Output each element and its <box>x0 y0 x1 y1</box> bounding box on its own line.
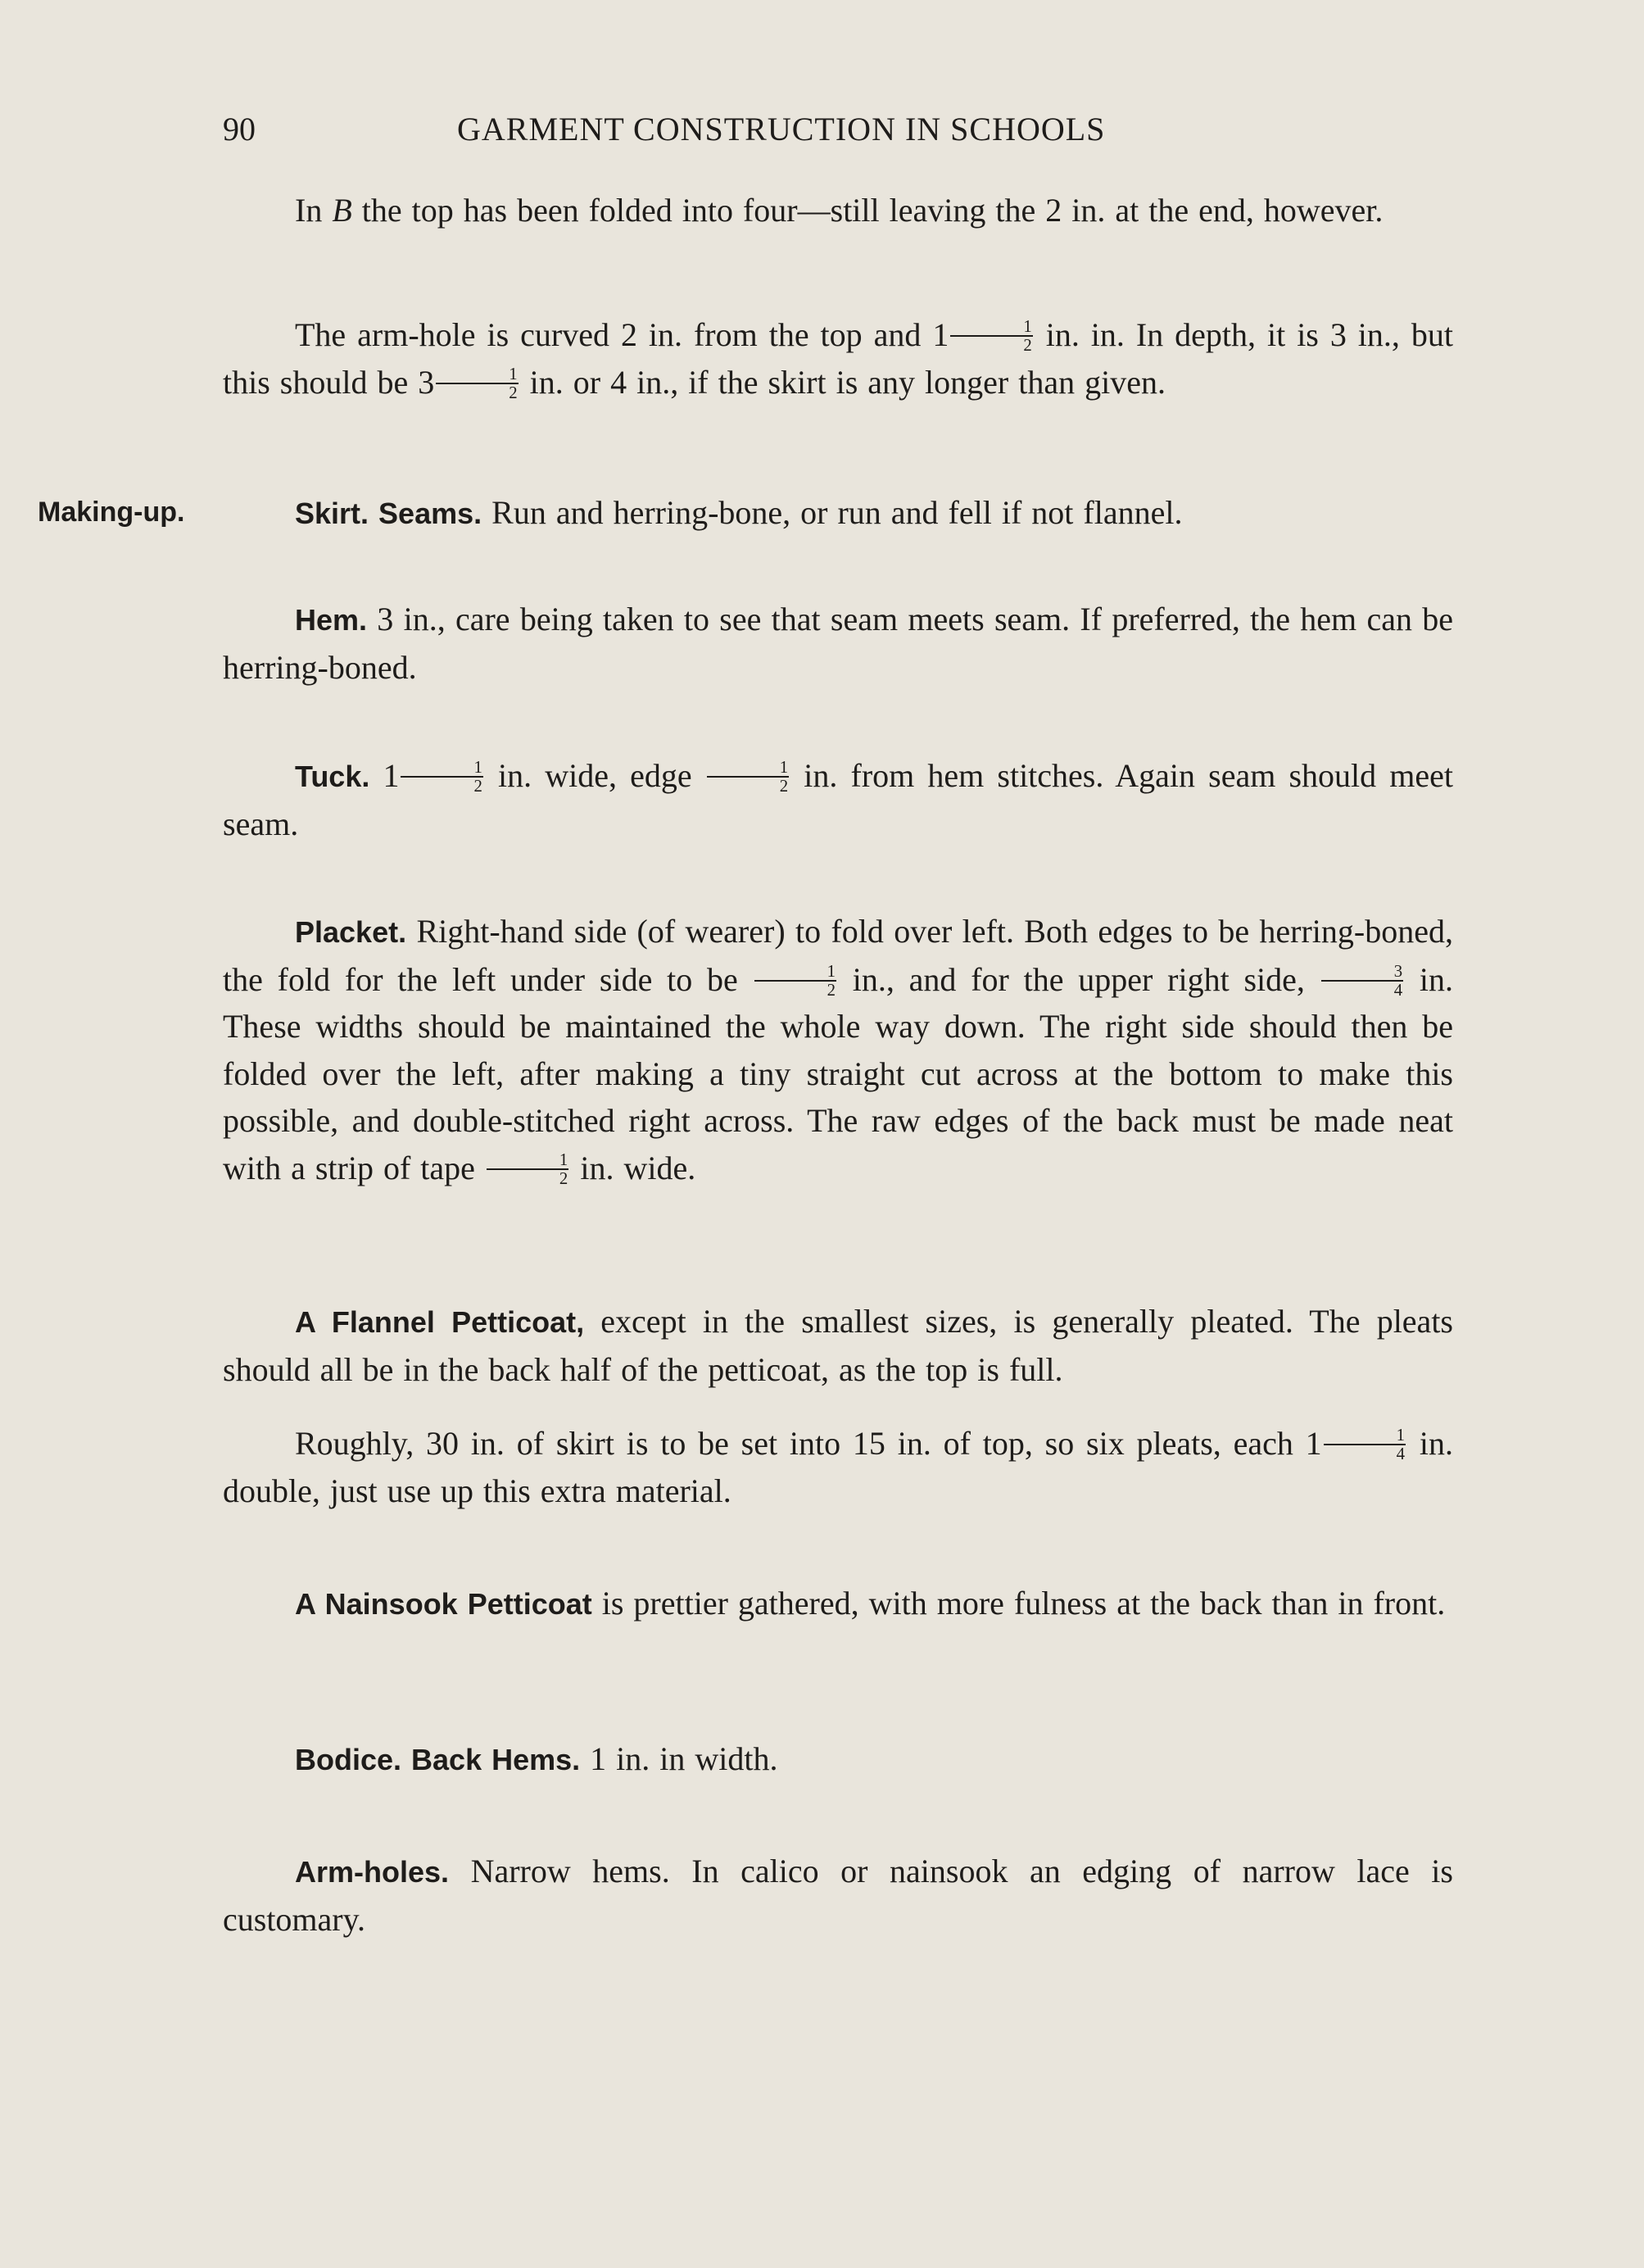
section-heading: Bodice. <box>295 1743 402 1776</box>
paragraph-arm-hole: The arm-hole is curved 2 in. from the top and 1 $\frac{1}{2}$ in. in. In depth, it is 3 in., but this should be 3 $\frac{1}{2}$ in. or 4 in., if the skirt is any longer than given. <box>223 316 1454 402</box>
paragraph-tuck: Tuck. 1 $\frac{1}{2}$ in. wide, edge $\frac{1}{2}$ in. from hem stitches. Again seam should meet seam. <box>223 757 1454 842</box>
subsection-heading: Hem. <box>295 603 368 637</box>
fraction: $\frac{3}{4}$ <box>1321 963 1403 999</box>
subsection-heading: Arm-holes. <box>295 1855 450 1889</box>
paragraph-arm-holes: Arm-holes. Narrow hems. In calico or nainsook an edging of narrow lace is customary. <box>223 1853 1453 1938</box>
running-header: GARMENT CONSTRUCTION IN SCHOOLS <box>457 111 1106 147</box>
paragraph-placket: Placket. Right-hand side (of wearer) to fold over left. Both edges to be herring-boned, the fold for the left under side to be $\frac{1}{2}$ in., and for the upper right side, $\frac{3}{4}$ in. These widths should be maintained the whole way down. The right side should then be folded over the left, after making a tiny straight cut across at the bottom to make this possible, and double-stitched right across. The raw edges of the back must be made neat with a strip of tape $\frac{1}{2}$ in. wide. <box>223 913 1453 1188</box>
fraction: $\frac{1}{2}$ <box>436 365 518 401</box>
fraction: $\frac{1}{2}$ <box>707 759 789 795</box>
subsection-heading: A Nainsook Petticoat <box>295 1587 592 1621</box>
page-number: 90 <box>223 111 256 147</box>
paragraph-fold-b: In B the top has been folded into four—still leaving the 2 in. at the end, however. <box>295 192 1384 229</box>
subsection-heading: Tuck. <box>295 760 370 793</box>
subsection-heading: Placket. <box>295 915 407 949</box>
paragraph-hem: Hem. 3 in., care being taken to see that seam meets seam. If preferred, the hem can be herring-boned. <box>223 601 1453 686</box>
fraction: $\frac{1}{2}$ <box>401 759 482 795</box>
subsection-heading: Seams. <box>378 497 482 530</box>
section-heading: Skirt. <box>295 497 369 530</box>
paragraph-skirt-seams: Skirt. Seams. Run and herring-bone, or run and fell if not flannel. <box>295 494 1183 531</box>
paragraph-pleats: Roughly, 30 in. of skirt is to be set into 15 in. of top, so six pleats, each 1 $\frac{1}{4}$ in. double, just use up this extra material. <box>223 1425 1453 1509</box>
fraction: $\frac{1}{2}$ <box>754 963 836 999</box>
fraction: $\frac{1}{2}$ <box>950 318 1032 354</box>
margin-note: Making-up. <box>38 497 185 528</box>
fraction: $\frac{1}{4}$ <box>1324 1427 1406 1463</box>
subsection-heading: Back Hems. <box>411 1743 581 1776</box>
paragraph-nainsook-petticoat: A Nainsook Petticoat is prettier gathered, with more fulness at the back than in front. <box>295 1585 1446 1622</box>
paragraph-bodice: Bodice. Back Hems. 1 in. in width. <box>295 1740 778 1777</box>
subsection-heading: A Flannel Petticoat, <box>295 1305 585 1339</box>
paragraph-flannel-petticoat: A Flannel Petticoat, except in the smallest sizes, is generally pleated. The pleats should all be in the back half of the petticoat, as the top is full. <box>223 1303 1453 1388</box>
figure-label-b: B <box>332 192 352 229</box>
fraction: $\frac{1}{2}$ <box>487 1151 568 1187</box>
